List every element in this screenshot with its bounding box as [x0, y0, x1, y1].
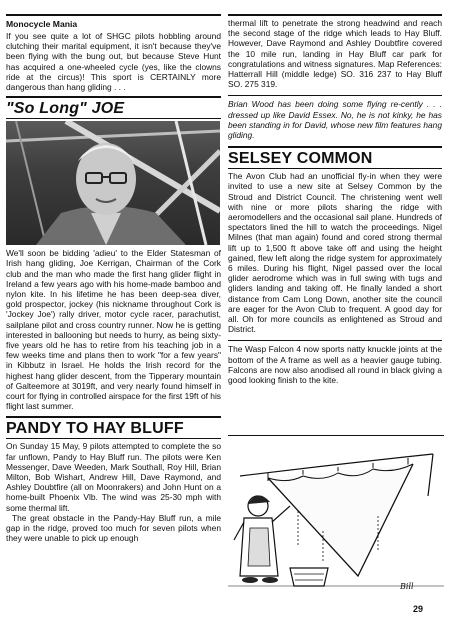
page-number: 29	[413, 604, 424, 614]
cartoon-drawing	[228, 436, 444, 598]
section-rule	[6, 14, 221, 16]
wasp-falcon-text: The Wasp Falcon 4 now sports natty knuckle joints at the bottom of the A frame as well as a heavier gauge tubing. Falcons are now also anodised all round in black giving a good looking finish to the kite.	[228, 344, 442, 386]
section-rule	[6, 438, 221, 439]
right-column	[228, 14, 442, 385]
pandy-continued-text: thermal lift to penetrate the strong headwind and reach the second stage of the ridge which leads to Hay Bluff. However, Dave Raymond and Ashley Doubtfire covered the 10 mile run, landing in Hay Bluff car park for congratulations and witness signatures. Map References: Hatterrall Hill (middle ledge) SO. 316 237 to Hay Bluff SO. 275 319.	[228, 18, 442, 90]
section-rule	[228, 95, 442, 96]
washing-line-cartoon	[228, 435, 444, 600]
joe-kerrigan-photo	[6, 121, 220, 245]
monocycle-heading: Monocycle Mania	[6, 19, 78, 29]
selsey-text: The Avon Club had an unofficial fly-in when they were invited to use a new site at Selsey Common by the Stroud and District Council. The christening went well with nine or more pilots sharing the ridge with aeromodellers and the occasional sail plane. Hundreds of spectators lined the hill to watch the proceedings. Nigel Milnes (that man again) found and cored strong thermal lift up to 1,500 ft above take off and using the height gained, flew left along the ridge system for approximately 6 miles. During his flight, Nigel passed over the local glider aerodrome which was in full swing with tugs and gliders landing and taking off. He finally landed a short distance from Cam Long Down, another site the council are eager for the Avon Club to frequent. A good day for all. Oh for more councils as enlightened as Stroud and District.	[228, 171, 442, 335]
section-rule	[6, 118, 221, 119]
pandy-text-2: The great obstacle in the Pandy-Hay Bluff run, a mile gap in the ridge, proved too much for seven pilots when they were unable to pick up enough	[6, 512, 221, 544]
so-long-text: We'll soon be bidding 'adieu' to the Elder Statesman of Irish hang gliding, Joe Kerrigan, Chairman of the Cork club and the man who made the first hang glider flight in Ireland a few years ago with his home-made bamboo and nylon kite. In his lifetime he has been deep-sea diver, gold prospector, jockey (his nickname throughout Cork is 'Jockey Joe') rally driver, motor cycle racer, parachutist, sailplane pilot and cross country runner. Now he is getting interested in ballooning but needs to hurry, as being sixty-five years old he has to retire from his teaching job in a few weeks time and plans then to work "for a few years" in Kibbutz in Israel. He holds the Irish record for the highest hang glider descent, from the Tipperary mountain of Galteemore at 3019ft, and very nearly found himself in court for flying in controlled airspace for the first 19ft of his flight last summer.	[6, 248, 221, 412]
so-long-heading: "So Long" JOE	[6, 100, 125, 118]
monocycle-text: If you see quite a lot of SHGC pilots hobbling around clutching their marital equipment, it isn't because they've been flying with the bung out, but because Steve Hunt has acquired a one-wheeled cycle (yes, like the clowns ride at the circus)! This sport is CERTAINLY more dangerous than hang gliding . . .	[6, 31, 221, 93]
section-rule	[228, 14, 442, 16]
cartoon-signature: Bill	[400, 582, 414, 591]
pandy-text: On Sunday 15 May, 9 pilots attempted to complete the so far unflown, Pandy to Hay Bluff run. The pilots were Ken Messenger, Dave Weeden, Mark Southall, Roy Hill, Brian Milton, Bob Wishart, Andrew Hill, Dave Raymond, and Ashley Doubtfire (all on Moonrakers) and John Hunt on a home-built Phoenix Vlb. The wind was 25-30 mph with some thermal lift.	[6, 441, 221, 513]
section-rule	[228, 168, 442, 169]
brian-wood-text: Brian Wood has been doing some flying re-cently . . . dressed up like David Essex. No, he is not kinky, he has been standing in for David, whose new film features hang gliding.	[228, 99, 442, 141]
pandy-heading: PANDY TO HAY BLUFF	[6, 420, 184, 438]
selsey-heading: SELSEY COMMON	[228, 150, 373, 168]
left-column	[6, 14, 221, 544]
section-rule	[228, 340, 442, 341]
